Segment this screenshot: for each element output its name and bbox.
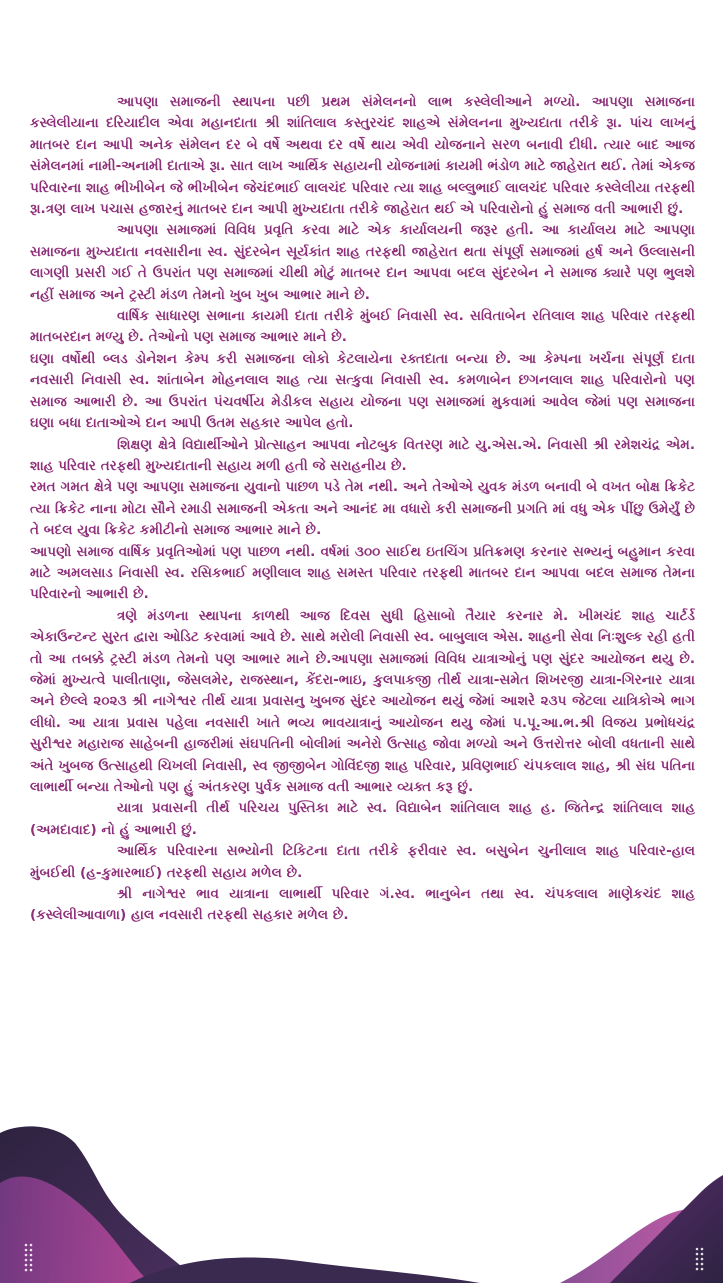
wave-bottom-dark [130,1257,480,1283]
paragraph-first-convention: આપણા સમાજની સ્થાપના પછી પ્રથમ સંમેલનનો લાભ કસ્લેલીઆને મળ્યો. આપણા સમાજના કસ્લેલીયાના દરિયાદીલ એવા મહાનદાતા શ્રી શાંતિલાલ કસ્તુરચંદ શાહએ સંમેલનના મુખ્યદાતા તરીકે રૂા. પાંચ લાખનું માતબર દાન આપી અનેક સંમેલન દર બે વર્ષે અથવા દર વર્ષે થાય એવી યોજનાને સરળ બનાવી દીધી. ત્યાર બાદ આજ સંમેલનમાં નામી-અનામી દાતાએ રૂા. સાત લાખ આર્થિક સહાયની યોજનામાં કાયમી ભંડોળ માટે જાહેરાત થઈ. તેમાં એકજ પરિવારના શાહ ભીખીબેન જે ભીખીબેન જેચંદભાઈ લાલચંદ પરિવાર ત્યા શાહ બલ્લુભાઈ લાલચંદ પરિવાર કસ્લેલીયા તરફથી રૂા.ત્રણ લાખ પચાસ હજારનું માતબર દાન આપી મુખ્યદાતા તરીકે જાહેરાત થઈ એ પરિવારોનો હું સમાજ વતી આભારી છું. [30,94,695,218]
paragraph-annual-activities: આપણો સમાજ વાર્ષિક પ્રવૃતિઓમાં પણ પાછળ નથી. વર્ષમાં ૩૦૦ સાઈથ ઇતચિંગ પ્રતિક્રમણ કરનાર સભ્યનું બહુમાન કરવા માટે અમલસાડ નિવાસી સ્વ. રસિકભાઈ મણીલાલ શાહ સમસ્ત પરિવાર તરફથી માતબર દાન આપવા બદલ સમાજ તેમના પરિવારનો આભારી છે. [30,543,695,603]
document-body [30,92,695,927]
paragraph-booklet: યાત્રા પ્રવાસની તીર્થ પરિચય પુસ્તિકા માટે સ્વ. વિદ્યાબેન શાંતિલાલ શાહ હ. જિતેન્દ્ર શાંતિલાલ શાહ (અમદાવાદ) નો હું આભારી છું. [30,800,695,838]
wave-right-dark [610,1175,723,1283]
paragraph-accounts-pilgrimage: ત્રણે મંડળના સ્થાપના કાળથી આજ દિવસ સુધી હિસાબો તૈયાર કરનાર મે. ખીમચંદ શાહ ચાર્ટર્ડ એકાઉન્ટન્ટ સુરત દ્વારા ઓડિટ કરવામાં આવે છે. સાથે મરોલી નિવાસી સ્વ. બાબુલાલ એસ. શાહની સેવા નિઃશુલ્ક રહી હતી તો આ તબક્કે ટ્રસ્ટી મંડળ તેમનો પણ આભાર માને છે.આપણા સમાજમાં વિવિધ યાત્રાઓનું પણ સુંદર આયોજન થયુ છે. જેમાં મુખ્યત્વે પાલીતાણા, જેસલમેર, રાજસ્થાન, કેંદરા-ભાઇ, કુલપાકજી તીર્થ યાત્રા-સમેત શિખરજી યાત્રા-ગિરનાર યાત્રા અને છેલ્લે ૨૦૨૩ શ્રી નાગેશ્વર તીર્થ યાત્રા પ્રવાસનુ ખુબજ સુંદર આયોજન થયું જેમાં આશરે ૨૩૫ જેટલા યાત્રિકોએ ભાગ લીધો. આ યાત્રા પ્રવાસ પહેલા નવસારી ખાતે ભવ્ય ભાવયાત્રાનું આયોજન થયુ જેમાં પ.પૂ.આ.ભ.શ્રી વિજય પ્રભોધચંદ્ર સુરીશ્વર મહારાજ સાહેબની હાજરીમાં સંઘપતિની બોલીમાં અનેરો ઉત્સાહ જોવા મળ્યો અને ઉત્તરોત્તર બોલી વધતાની સાથે અંતે ખુબજ ઉત્સાહથી ચિખલી નિવાસી, સ્વ જીજીબેન ગોવિંદજી શાહ પરિવાર, પ્રવિણભાઈ ચંપકલાલ શાહ, શ્રી સંઘ પતિના લાભાર્થી બન્યા તેઓનો પણ હું અંતકરણ પુર્વક સમાજ વતી આભાર વ્યક્ત કરૂ છું. [30,607,695,795]
paragraph-education: શિક્ષણ ક્ષેત્રે વિદ્યાર્થીઓને પ્રોત્સાહન આપવા નોટબુક વિતરણ માટે યુ.એસ.એ. નિવાસી શ્રી રમેશચંદ્ર એમ. શાહ પરિવાર તરફથી મુખ્યદાતાની સહાય મળી હતી જે સરાહનીય છે. [30,436,695,474]
paragraph-blood-donation: ઘણા વર્ષોથી બ્લડ ડોનેશન કેમ્પ કરી સમાજના લોકો કેટલાયેના રક્તદાતા બન્યા છે. આ કેમ્પના ખર્ચના સંપૂર્ણ દાતા નવસારી નિવાસી સ્વ. શાંતાબેન મોહનલાલ શાહ ત્યા સત્કુવા નિવાસી સ્વ. કમળાબેન છગનલાલ શાહ પરિવારોનો પણ સમાજ આભારી છે. આ ઉપરાંત પંચવર્ષીય મેડીકલ સહાય યોજના પણ સમાજમાં મુકવામાં આવેલ જેમાં પણ સમાજના ઘણા બધા દાતાઓએ દાન આપી ઉતમ સહકાર આપેલ હતો. [30,350,695,432]
paragraph-sports: રમત ગમત ક્ષેત્રે પણ આપણા સમાજના યુવાનો પાછળ પડે તેમ નથી. અને તેઓએ યુવક મંડળ બનાવી બે વખત બોક્ષ ક્રિકેટ ત્યા ક્રિકેટ નાના મોટા સૌને રમાડી સમાજની એકતા અને આનંદ મા વધારો કરી સમાજની પ્રગતિ માં વધુ એક પીંછુ ઉમેર્યું છે તે બદલ યુવા ક્રિકેટ કમીટીનો સમાજ આભાર માને છે. [30,479,695,539]
paragraph-annual-meeting: વાર્ષિક સાધારણ સભાના કાયમી દાતા તરીકે મુંબઈ નિવાસી સ્વ. સવિતાબેન રતિલાલ શાહ પરિવાર તરફથી માતબરદાન મળ્યુ છે. તેઓનો પણ સમાજ આભાર માને છે. [30,308,695,346]
decorative-waves [0,1123,723,1283]
paragraph-tickets: આર્થિક પરિવારના સભ્યોની ટિકિટના દાતા તરીકે ફરીવાર સ્વ. બસુબેન ચુનીલાલ શાહ પરિવાર-હાલ મુંબઈથી (હ-કુમારભાઈ) તરફથી સહાય મળેલ છે. [30,843,695,881]
paragraph-office: આપણા સમાજમાં વિવિધ પ્રવૃતિ કરવા માટે એક કાર્યાલયની જરૂર હતી. આ કાર્યાલય માટે આપણા સમાજના મુખ્યદાતા નવસારીના સ્વ. સુંદરબેન સૂર્યકાંત શાહ તરફથી જાહેરાત થતા સંપૂર્ણ સમાજમાં હર્ષ અને ઉલ્લાસની લાગણી પ્રસરી ગઈ તે ઉપરાંત પણ સમાજમાં ચીથી મોટું માતબર દાન આપવા બદલ સુંદરબેન ને સમાજ ક્યારે પણ ભુલશે નહીં સમાજ અને ટ્રસ્ટી મંડળ તેમનો ખુબ ખુબ આભાર માને છે. [30,222,695,303]
paragraph-nageshwar: શ્રી નાગેશ્વર ભાવ યાત્રાના લાભાર્થી પરિવાર ગં.સ્વ. ભાનુબેન તથા સ્વ. ચંપકલાલ માણેકચંદ શાહ (કસ્લેલીઆવાળા) હાલ નવસારી તરફથી સહકાર મળેલ છે. [30,886,695,924]
